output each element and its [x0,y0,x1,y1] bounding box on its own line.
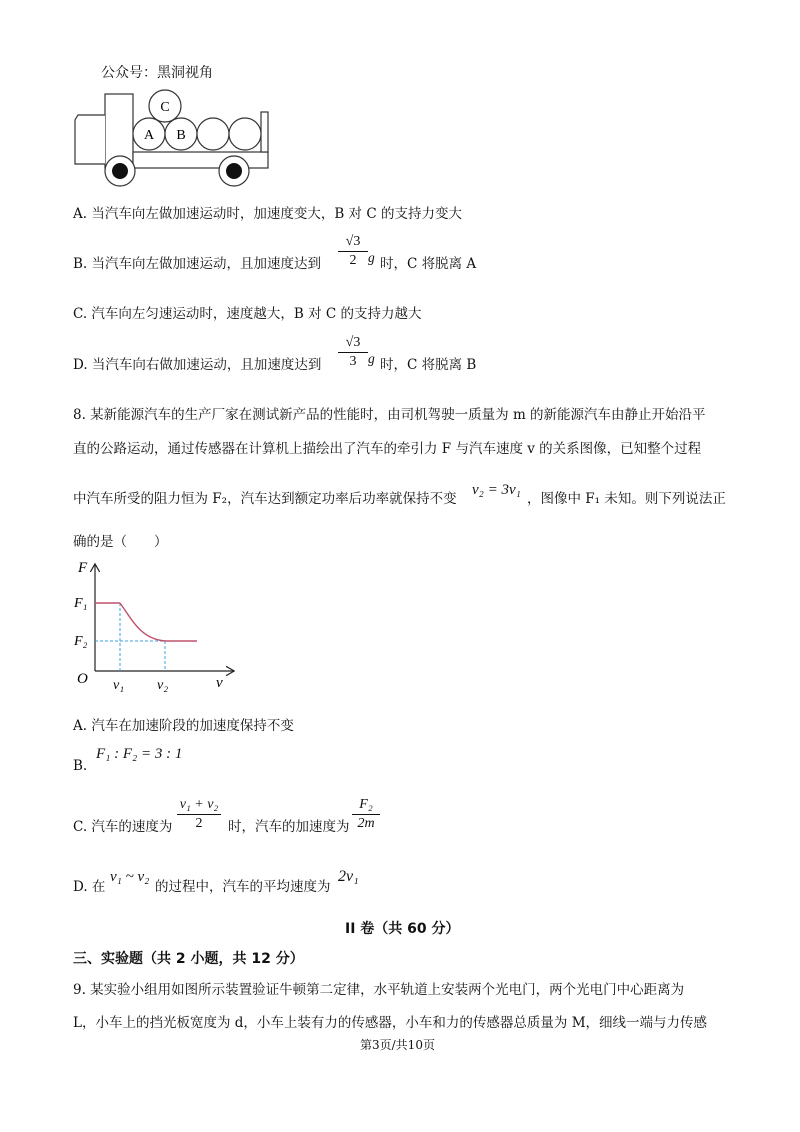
x-tick-v2: v₂ [157,678,169,693]
q8-option-d-pre: D. 在 [73,879,106,895]
q8-line-4: 确的是（ ） [73,534,168,550]
q8-line-2: 直的公路运动，通过传感器在计算机上描绘出了汽车的牵引力 F 与汽车速度 v 的关系图像，已知整个过程 [73,441,702,457]
origin-label: O [77,671,88,687]
q7-option-b-fraction: √3 2 [338,234,368,269]
q7-option-d-fraction: √3 3 [338,335,368,370]
q7-option-d-pre: D. 当汽车向右做加速运动，且加速度达到 [73,357,322,373]
q8-option-d-math: v₁ ~ v₂ [110,869,150,885]
watermark: 公众号：黑洞视角 [99,62,215,82]
q8-option-b-label: B. [73,758,88,774]
ball-label-c: C [160,100,170,115]
ball-label-b: B [176,128,186,143]
y-tick-f1: F₁ [74,596,88,611]
q8-option-c-pre: C. 汽车的速度为 [73,819,173,835]
q8-option-b-math: F₁ : F₂ = 3 : 1 [96,746,183,762]
q8-option-c-mid: 时，汽车的加速度为 [228,819,350,835]
q8-line-3-pre: 中汽车所受的阻力恒为 F₂，汽车达到额定功率后功率就保持不变 [73,491,457,507]
q7-option-d-g: g [368,351,375,366]
q9-line-2: L，小车上的挡光板宽度为 d，小车上装有力的传感器，小车和力的传感器总质量为 M，细线一端与力传感 [73,1015,708,1031]
ball-label-a: A [143,128,155,143]
q7-option-b-pre: B. 当汽车向左做加速运动，且加速度达到 [73,256,322,272]
q7-option-a: A. 当汽车向左做加速运动时，加速度变大，B 对 C 的支持力变大 [73,206,462,222]
q7-option-c: C. 汽车向左匀速运动时，速度越大，B 对 C 的支持力越大 [73,306,422,322]
q9-line-1: 9. 某实验小组用如图所示装置验证牛顿第二定律，水平轨道上安装两个光电门，两个光电门中心距离为 [73,982,685,998]
q8-option-c-fraction-1: v₁ + v₂ 2 [177,797,221,832]
q7-option-b-g: g [368,250,375,265]
y-tick-f2: F₂ [74,634,88,649]
q8-option-a: A. 汽车在加速阶段的加速度保持不变 [73,718,294,734]
part-2-heading: II 卷（共 60 分） [345,921,460,937]
section-3-heading: 三、实验题（共 2 小题，共 12 分） [73,951,304,967]
x-tick-v1: v₁ [113,678,125,693]
q7-option-b-post: 时，C 将脱离 A [380,256,477,272]
page-footer: 第3页/共10页 [360,1038,435,1052]
q8-line-3-post: ，图像中 F₁ 未知。则下列说法正 [527,491,726,507]
q8-line-1: 8. 某新能源汽车的生产厂家在测试新产品的性能时，由司机驾驶一质量为 m 的新能源汽车由静止开始沿平 [73,407,706,423]
q8-line-3-math: v₂ = 3v₁ [472,482,521,498]
y-axis-label: F [78,560,88,576]
curve-segment-2 [120,603,165,641]
x-axis-label: v [216,675,223,691]
q8-option-d-mid: 的过程中，汽车的平均速度为 [155,879,331,895]
q8-option-c-fraction-2: F₂ 2m [352,797,380,832]
q7-option-d-post: 时，C 将脱离 B [380,357,477,373]
force-velocity-chart [65,555,245,695]
q8-option-d-math-2: 2v₁ [338,868,359,885]
